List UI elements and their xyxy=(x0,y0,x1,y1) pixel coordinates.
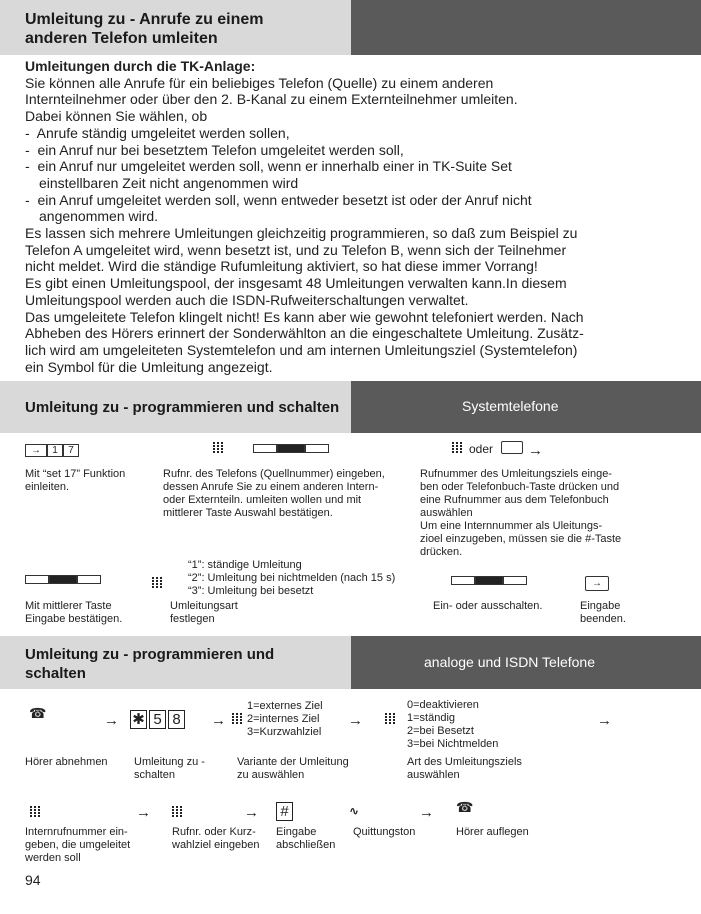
intro-line: Telefon A umgeleitet wird, wenn besetzt ist, und zu Telefon B, wenn sich der Teilnehmer xyxy=(25,241,567,258)
onoff-text: Ein- oder ausschalten. xyxy=(433,600,543,612)
intro-line: Dabei können Sie wählen, ob xyxy=(25,108,208,125)
bullet: - ein Anruf nur umgeleitet werden soll, wenn er innerhalb einer in TK-Suite Set einstellbaren Zeit nicht angenommen wird xyxy=(25,158,512,191)
confirm-text: Mit mittlerer Taste Eingabe bestätigen. xyxy=(25,600,123,625)
arrow-key-icon: → xyxy=(25,444,47,457)
intro-heading: Umleitungen durch die TK-Anlage: xyxy=(25,58,256,74)
lbl-lift: Hörer abnehmen xyxy=(25,756,108,768)
hash-key-icon: # xyxy=(276,802,295,821)
enter-key-icon: → xyxy=(585,576,609,591)
lbl-eingabe: Eingabe abschließen xyxy=(276,826,336,851)
intro-line: Abheben des Hörers erinnert der Sonderwählton an die eingeschaltete Umleitung. Zusätz- xyxy=(25,325,584,342)
set-keys-icon xyxy=(25,442,79,460)
keypad-icon xyxy=(152,577,162,589)
star58-keys-icon: ✱ 5 8 xyxy=(130,710,187,729)
digit-key-icon: 1 xyxy=(47,444,63,457)
arrow-right-icon: → xyxy=(244,804,259,821)
lbl-rufnr: Rufnr. oder Kurz- wahlziel eingeben xyxy=(172,826,260,851)
bullet: - ein Anruf nur bei besetztem Telefon umgeleitet werden soll, xyxy=(25,141,404,158)
lbl-umleitung: Umleitung zu - schalten xyxy=(134,756,205,781)
variant-options: 1=externes Ziel 2=internes Ziel 3=Kurzwahlziel xyxy=(247,700,323,738)
section1-title xyxy=(25,10,264,48)
digit-key-icon: 7 xyxy=(63,444,79,457)
step1-text: Mit “set 17” Funktion einleiten. xyxy=(25,468,126,493)
intro-bullets xyxy=(25,125,675,225)
section2-title: Umleitung zu - programmieren und schalten xyxy=(25,399,340,416)
intro-line: Es gibt einen Umleitungspool, der insgesamt 48 Umleitungen verwalten kann.In diesem xyxy=(25,275,567,292)
section3-subtitle: analoge und ISDN Telefone xyxy=(424,654,595,670)
lbl-intern: Internrufnummer ein- geben, die umgeleitet werden soll xyxy=(25,826,131,864)
intro-line: Es lassen sich mehrere Umleitungen gleichzeitig programmieren, so daß zum Beispiel zu xyxy=(25,225,578,242)
step2-text: Rufnr. des Telefons (Quellnummer) eingeben, dessen Anrufe Sie zu einem anderen Intern- oder Externteiln. umleiten wollen und mit mittlerer Taste Auswahl bestätigen. xyxy=(163,468,385,519)
arrow-right-icon: → xyxy=(419,804,434,821)
phonebook-icon xyxy=(501,441,523,454)
page-number: 94 xyxy=(25,872,41,888)
selector-bar-icon xyxy=(253,444,329,453)
section3-title: Umleitung zu - programmieren und schalten xyxy=(25,646,275,682)
step3-text: Rufnummer des Umleitungsziels einge- ben oder Telefonbuch-Taste drücken und eine Rufnummer aus dem Telefonbuch auswählen Um eine Internnummer als Uleitungs- zioel einzugeben, müssen sie die #-Taste drücken. xyxy=(420,468,622,558)
state-options: 0=deaktivieren 1=ständig 2=bei Besetzt 3=bei Nichtmelden xyxy=(407,699,499,750)
lbl-hang: Hörer auflegen xyxy=(456,826,529,838)
selector-bar-icon xyxy=(451,576,527,585)
bullet: - Anrufe ständig umgeleitet werden sollen, xyxy=(25,124,290,141)
section1-title-line1: Umleitung zu - Anrufe zu einem xyxy=(25,11,264,28)
section2-subtitle: Systemtelefone xyxy=(462,398,559,414)
arrow-right-icon: → xyxy=(136,804,151,821)
section1-header-dark xyxy=(351,0,701,55)
arrow-right-icon: → xyxy=(104,712,119,729)
intro-text xyxy=(25,58,675,375)
intro-line: Internteilnehmer oder über den 2. B-Kanal zu einem Externteilnehmer umleiten. xyxy=(25,91,518,108)
lbl-quitt: Quittungston xyxy=(353,826,416,838)
keypad-icon xyxy=(213,442,223,454)
keypad-icon xyxy=(385,713,395,725)
intro-line: lich wird am umgeleiteten Systemtelefon und am internen Umleitungsziel (Systemtelefon) xyxy=(25,341,578,358)
handset-hangup-icon: ☎ xyxy=(456,799,474,815)
keypad-icon xyxy=(30,806,40,818)
intro-line: nicht meldet. Wird die ständige Rufumleitung aktiviert, so hat diese immer Vorrang! xyxy=(25,258,538,275)
lbl-art: Art des Umleitungsziels auswählen xyxy=(407,756,522,781)
section1-title-line2: anderen Telefon umleiten xyxy=(25,30,218,47)
keypad-icon xyxy=(452,442,462,454)
intro-line: Sie können alle Anrufe für ein beliebiges Telefon (Quelle) zu einem anderen xyxy=(25,74,494,91)
arrow-right-icon: → xyxy=(528,442,543,459)
arrow-right-icon: → xyxy=(211,712,226,729)
bullet: - ein Anruf umgeleitet werden soll, wenn entweder besetzt ist oder der Anruf nicht angenommen wird. xyxy=(25,191,532,225)
intro-line: Umleitungspool werden auch die ISDN-Rufweiterschaltungen verwaltet. xyxy=(25,291,469,308)
confirmation-tone-icon: ∿ xyxy=(349,804,360,818)
arrow-right-icon: → xyxy=(597,712,612,729)
keypad-icon xyxy=(172,806,182,818)
intro-line: ein Symbol für die Umleitung angezeigt. xyxy=(25,358,273,375)
intro-line: Das umgeleitete Telefon klingelt nicht! Es kann aber wie gewohnt telefoniert werden. Nach xyxy=(25,308,584,325)
end-text: Eingabe beenden. xyxy=(580,600,626,625)
arrow-right-icon: → xyxy=(348,712,363,729)
oder-label: oder xyxy=(469,442,494,456)
options-list: “1”: ständige Umleitung “2”: Umleitung bei nichtmelden (nach 15 s) “3”: Umleitung bei besetzt xyxy=(188,559,396,597)
keypad-icon xyxy=(232,713,242,725)
handset-lift-icon: ☎ xyxy=(29,705,47,721)
type-text: Umleitungsart festlegen xyxy=(170,600,238,625)
lbl-variant: Variante der Umleitung zu auswählen xyxy=(237,756,349,781)
selector-bar-icon xyxy=(25,575,101,584)
